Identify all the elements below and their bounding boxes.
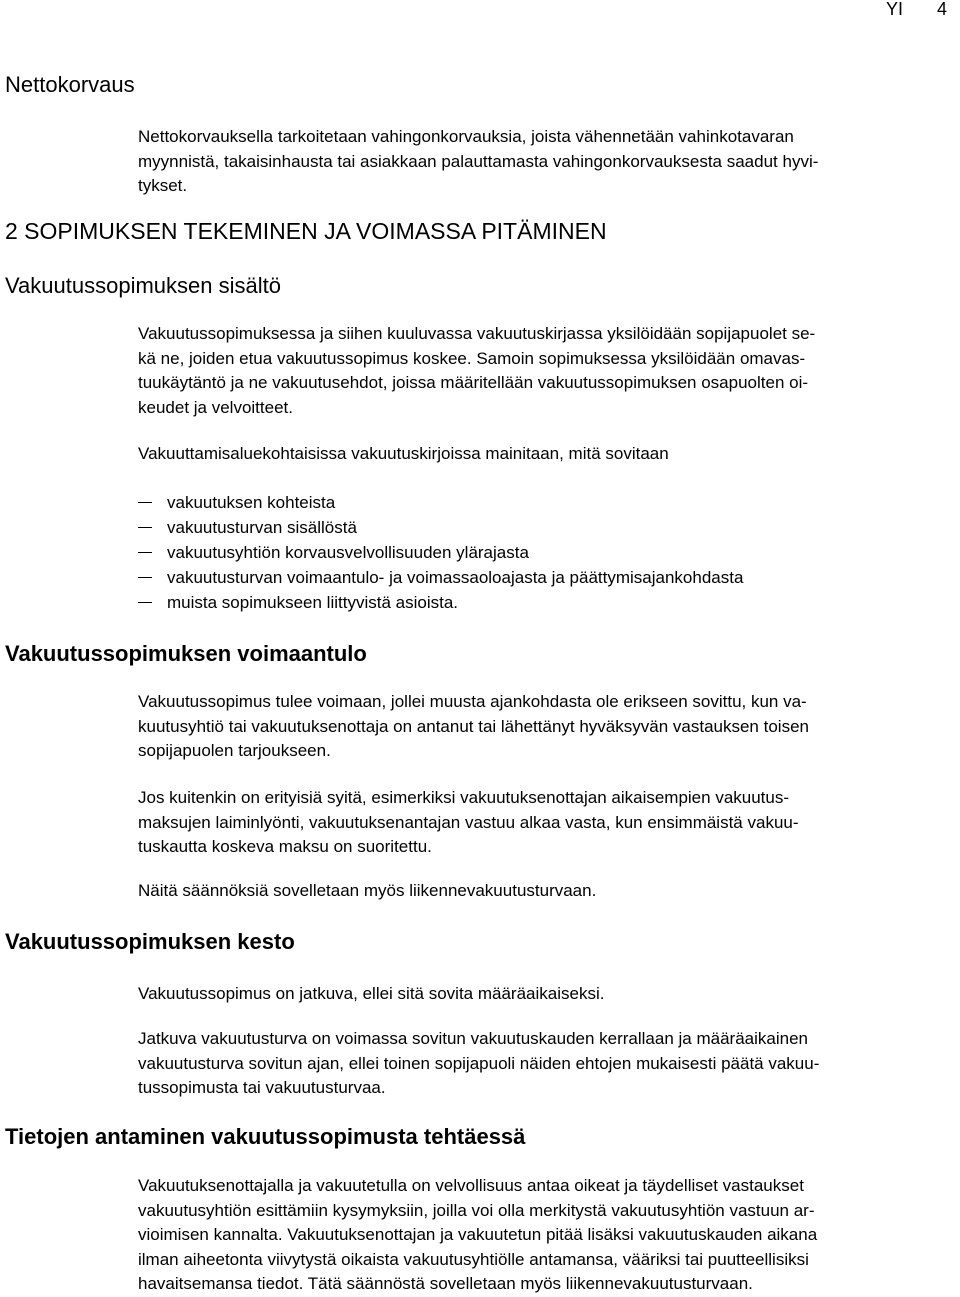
paragraph-voimaantulo-1 [138,690,938,764]
paragraph-sisalto-1 [138,322,938,420]
dash-bullet [138,527,152,528]
text-line: tussopimusta tai vakuutusturvaa. [138,1078,386,1097]
text-line: tuskautta koskeva maksu on suoritettu. [138,837,432,856]
paragraph-voimaantulo-2 [138,786,938,860]
heading-kesto: Vakuutussopimuksen kesto [5,929,295,954]
list-item-text: muista sopimukseen liittyvistä asioista. [167,593,459,612]
text-line: Vakuutussopimuksessa ja siihen kuuluvassa vakuutuskirjassa yksilöidään sopijapuolet se- [138,324,816,343]
text-line: Vakuutussopimus tulee voimaan, jollei muusta ajankohdasta ole erikseen sovittu, kun va- [138,692,807,711]
dash-bullet [138,577,152,578]
text-line: Näitä säännöksiä sovelletaan myös liikennevakuutusturvaan. [138,881,597,900]
text-line: myynnistä, takaisinhausta tai asiakkaan palauttamasta vahingonkorvauksesta saadut hyvi- [138,151,819,171]
text-line: Vakuutuksenottajalla ja vakuutetulla on velvollisuus antaa oikeat ja täydelliset vastaukset [138,1176,804,1195]
text-line: maksujen laiminlyönti, vakuutuksenantajan vastuu alkaa vasta, kun ensimmäistä vakuu- [138,812,799,832]
text-line: vioimisen kannalta. Vakuutuksenottajan ja vakuutetun pitää lisäksi vakuutuskauden aikana [138,1225,818,1244]
paragraph-voimaantulo-3 [138,879,938,904]
text-line: havaitsemansa tiedot. Tätä säännöstä sovelletaan myös liikennevakuutusturvaan. [138,1274,753,1293]
list-item-text: vakuutusturvan voimaantulo- ja voimassaoloajasta ja päättymisajankohdasta [167,568,744,587]
heading-nettokorvaus: Nettokorvaus [5,72,135,97]
list-item-text: vakuutusturvan sisällöstä [167,518,357,537]
dash-bullet [138,552,152,553]
text-line: Nettokorvauksella tarkoitetaan vahingonkorvauksia, joista vähennetään vahinkotavaran [138,127,794,146]
paragraph-kesto-1 [138,982,938,1007]
text-line: ilman aiheetonta viivytystä oikaista vakuutusyhtiölle antamansa, vääriksi tai puutteellisiksi [138,1249,809,1269]
paragraph-kesto-2 [138,1027,938,1101]
text-line: vakuutusyhtiön esittämiin kysymyksiin, joilla voi olla merkitystä vakuutusyhtiön vastuun ar- [138,1200,815,1220]
text-line: Vakuuttamisaluekohtaisissa vakuutuskirjoissa mainitaan, mitä sovitaan [138,444,669,463]
text-line: kuutusyhtiö tai vakuutuksenottaja on antanut tai lähettänyt hyväksyvän vastauksen toisen [138,716,809,736]
text-line: sopijapuolen tarjoukseen. [138,741,331,760]
text-line: kä ne, joiden etua vakuutussopimus koskee. Samoin sopimuksessa yksilöidään omavas- [138,348,806,368]
text-line: Jatkuva vakuutusturva on voimassa sovitun vakuutuskauden kerrallaan ja määräaikainen [138,1029,808,1048]
chapter-heading: 2 SOPIMUKSEN TEKEMINEN JA VOIMASSA PITÄMINEN [5,218,607,244]
page-number: 4 [937,0,948,19]
paragraph-nettokorvaus [138,125,938,199]
dash-bullet [138,602,152,603]
text-line: keudet ja velvoitteet. [138,397,293,417]
text-line: tykset. [138,176,188,195]
paragraph-tietojen [138,1174,938,1297]
list-item-text: vakuutusyhtiön korvausvelvollisuuden ylärajasta [167,543,529,562]
text-line: Vakuutussopimus on jatkuva, ellei sitä sovita määräaikaiseksi. [138,984,605,1003]
text-line: vakuutusturva sovitun ajan, ellei toinen sopijapuoli näiden ehtojen mukaisesti päätä vakuu- [138,1053,820,1073]
heading-sisalto: Vakuutussopimuksen sisältö [5,273,281,298]
dash-bullet [138,502,152,503]
heading-voimaantulo: Vakuutussopimuksen voimaantulo [5,641,367,666]
text-line: tuukäytäntö ja ne vakuutusehdot, joissa määritellään vakuutussopimuksen osapuolten oi- [138,373,809,392]
paragraph-sisalto-2 [138,442,938,467]
text-line: Jos kuitenkin on erityisiä syitä, esimerkiksi vakuutuksenottajan aikaisempien vakuutus- [138,788,790,807]
list-item-text: vakuutuksen kohteista [167,493,336,512]
document-code: YI [886,0,904,19]
page-header [0,0,960,24]
heading-tietojen: Tietojen antaminen vakuutussopimusta tehtäessä [5,1124,526,1149]
